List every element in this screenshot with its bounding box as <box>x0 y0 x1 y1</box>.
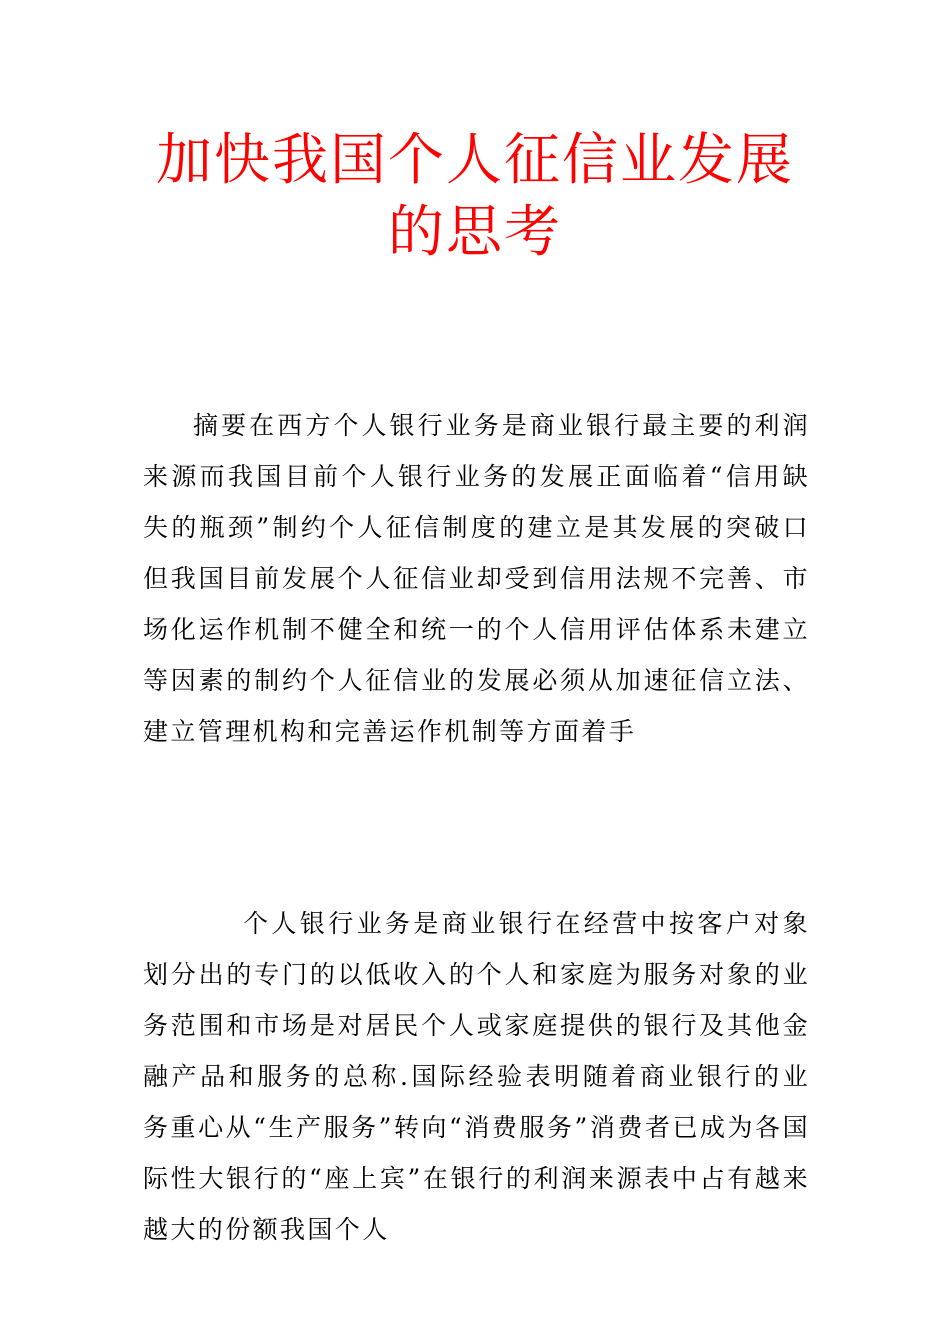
document-title <box>0 125 950 269</box>
title-line-1: 加快我国个人征信业发展 <box>156 128 794 193</box>
abstract-paragraph: 摘要在西方个人银行业务是商业银行最主要的利润来源而我国目前个人银行业务的发展正面临着“信用缺失的瓶颈”制约个人征信制度的建立是其发展的突破口但我国目前发展个人征信业却受到信用法规不完善、市场化运作机制不健全和统一的个人信用评估体系未建立等因素的制约个人征信业的发展必须从加速征信立法、建立管理机构和完善运作机制等方面着手 <box>143 411 810 746</box>
title-line-2: 的思考 <box>388 200 562 265</box>
body-paragraph: 个人银行业务是商业银行在经营中按客户对象划分出的专门的以低收入的个人和家庭为服务对象的业务范围和市场是对居民个人或家庭提供的银行及其他金融产品和服务的总称.国际经验表明随着商业银行的业务重心从“生产服务”转向“消费服务”消费者已成为各国际性大银行的“座上宾”在银行的利润来源表中占有越来越大的份额我国个人 <box>143 909 810 1244</box>
